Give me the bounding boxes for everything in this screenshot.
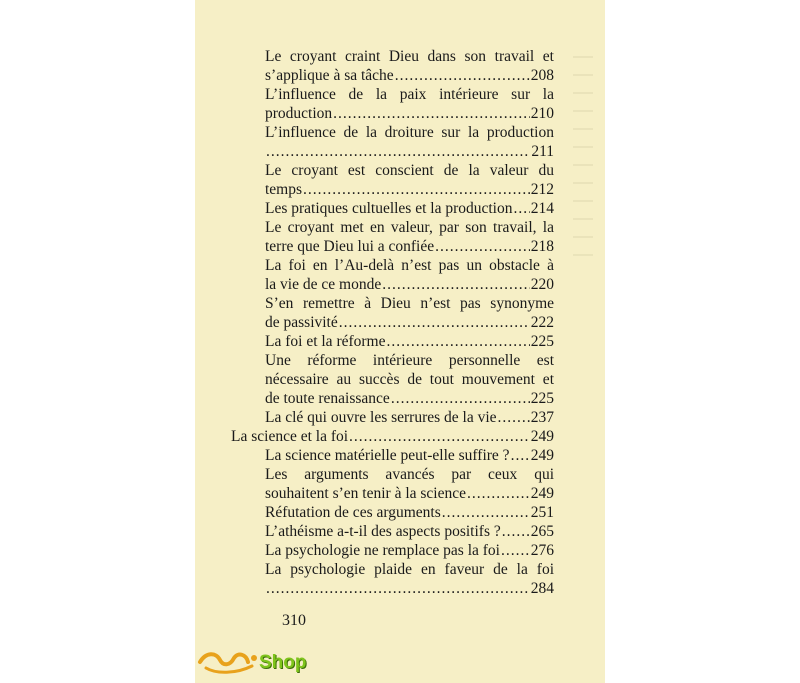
toc-entry-title-line: La psychologie plaide en faveur de la foi	[265, 561, 554, 578]
toc-entry-title: La foi et la réforme	[265, 333, 386, 350]
shop-logo[interactable]	[196, 648, 316, 678]
toc-entry-title-line: La foi en l’Au-delà n’est pas un obstacle à	[265, 257, 554, 274]
toc-entry-title: terre que Dieu lui a confiée	[265, 238, 435, 255]
dot-leader	[395, 66, 530, 85]
toc-page-number: 218	[530, 238, 554, 255]
dot-leader	[339, 313, 530, 332]
dot-leader	[442, 503, 530, 522]
toc-page-number: 237	[530, 409, 554, 426]
toc-entry-title: L’athéisme a-t-il des aspects positifs ?	[265, 523, 501, 540]
toc-page-number: 222	[530, 314, 554, 331]
toc-entry	[265, 47, 554, 85]
dot-leader	[467, 484, 530, 503]
toc-page-number: 214	[530, 200, 554, 217]
toc-entry-title: de toute renaissance	[265, 390, 390, 407]
toc-entry-title-line: S’en remettre à Dieu n’est pas synonyme	[265, 295, 554, 312]
toc-page-number: 276	[530, 542, 554, 559]
toc-page-number: 212	[530, 181, 554, 198]
toc-entry-title: La science matérielle peut-elle suffire ?	[265, 447, 510, 464]
toc-page-number: 249	[530, 485, 554, 502]
toc-page-number: 265	[530, 523, 554, 540]
dot-leader	[501, 541, 530, 560]
toc-entry-title-line: Le croyant met en valeur, par son travail, la	[265, 219, 554, 236]
dot-leader	[333, 104, 530, 123]
dot-leader	[498, 408, 530, 427]
dot-leader	[502, 522, 530, 541]
toc-entry	[265, 294, 554, 332]
table-of-contents	[195, 47, 605, 598]
toc-entry	[265, 256, 554, 294]
dot-leader	[349, 427, 530, 446]
toc-entry	[265, 332, 554, 351]
dot-leader	[514, 199, 530, 218]
dot-leader	[266, 142, 530, 161]
toc-entry-title: La clé qui ouvre les serrures de la vie	[265, 409, 497, 426]
toc-entry-title-line: Le croyant est conscient de la valeur du	[265, 162, 554, 179]
toc-entry	[265, 218, 554, 256]
toc-entry	[265, 503, 554, 522]
logo-text: Shop	[259, 652, 307, 673]
toc-entry	[231, 427, 554, 446]
toc-page-number: 220	[530, 276, 554, 293]
toc-entry	[265, 446, 554, 465]
dot-leader	[266, 579, 530, 598]
toc-page-number: 251	[530, 504, 554, 521]
dot-leader	[391, 389, 530, 408]
swirl-icon	[196, 648, 266, 678]
toc-entry	[265, 199, 554, 218]
dot-leader	[303, 180, 530, 199]
dot-leader	[382, 275, 530, 294]
toc-entry	[265, 522, 554, 541]
page-number: 310	[282, 612, 306, 629]
toc-page-number: 225	[530, 333, 554, 350]
toc-entry-title-line: Une réforme intérieure personnelle est	[265, 352, 554, 369]
toc-entry-title: production	[265, 105, 333, 122]
toc-page-number: 284	[530, 580, 554, 597]
toc-entry-title: de passivité	[265, 314, 338, 331]
toc-entry	[265, 161, 554, 199]
toc-page-number: 249	[530, 447, 554, 464]
toc-page-number: 211	[531, 143, 554, 160]
toc-entry	[265, 123, 554, 161]
toc-entry	[265, 465, 554, 503]
toc-entry	[265, 541, 554, 560]
toc-entry-title: La science et la foi	[231, 428, 349, 445]
dot-leader	[435, 237, 530, 256]
dot-leader	[511, 446, 530, 465]
toc-page-number: 210	[530, 105, 554, 122]
toc-page-number: 225	[530, 390, 554, 407]
toc-entry-title-line: Le croyant craint Dieu dans son travail et	[265, 48, 554, 65]
toc-entry-title: Les pratiques cultuelles et la production	[265, 200, 513, 217]
toc-entry-title: s’applique à sa tâche	[265, 67, 394, 84]
toc-entry-title: temps	[265, 181, 303, 198]
toc-entry	[265, 408, 554, 427]
toc-entry-title-line: Les arguments avancés par ceux qui	[265, 466, 554, 483]
toc-entry-title: Réfutation de ces arguments	[265, 504, 441, 521]
toc-entry-title-line: L’influence de la droiture sur la production	[265, 124, 554, 141]
toc-entry-title-line: nécessaire au succès de tout mouvement et	[265, 371, 554, 388]
toc-entry-title-line: L’influence de la paix intérieure sur la	[265, 86, 554, 103]
toc-entry	[265, 85, 554, 123]
toc-entry-title: souhaitent s’en tenir à la science	[265, 485, 466, 502]
toc-entry	[265, 351, 554, 408]
toc-page-number: 249	[530, 428, 554, 445]
dot-leader	[387, 332, 530, 351]
toc-page-number: 208	[530, 67, 554, 84]
toc-entry-title: la vie de ce monde	[265, 276, 382, 293]
toc-entry	[265, 560, 554, 598]
toc-entry-title: La psychologie ne remplace pas la foi	[265, 542, 500, 559]
book-page	[195, 0, 605, 683]
